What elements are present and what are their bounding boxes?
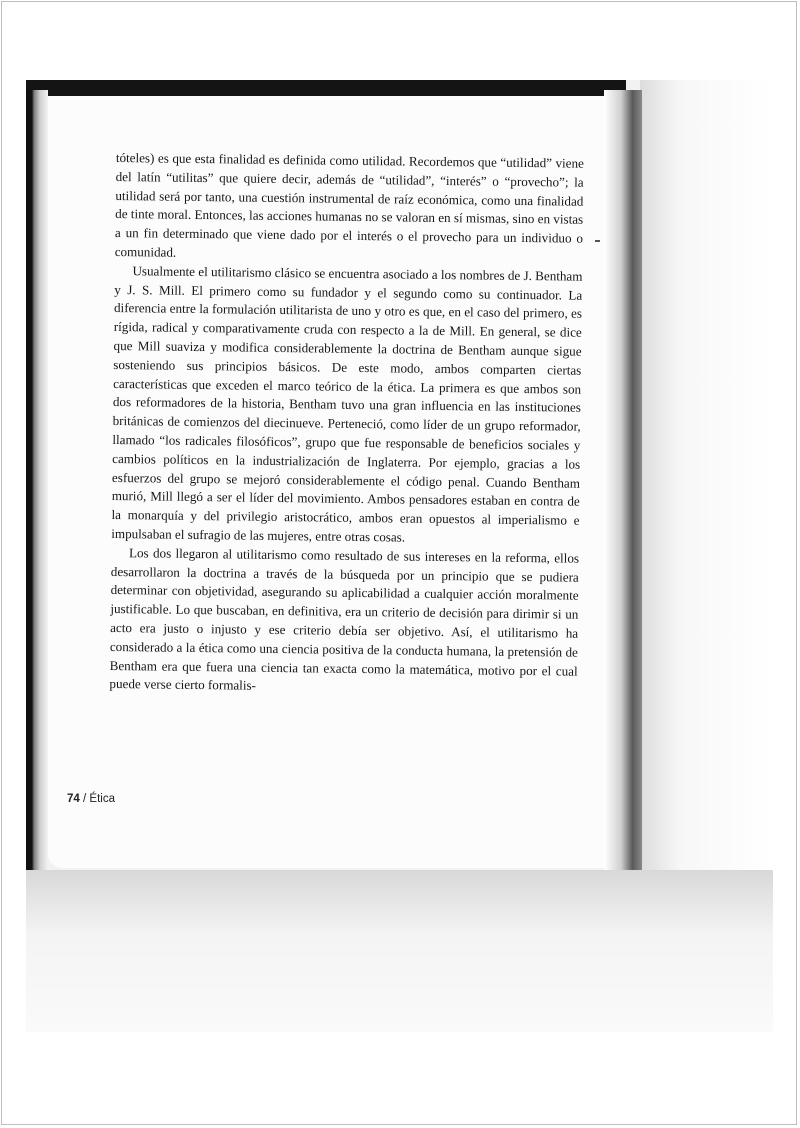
- book-left-edge: [26, 90, 48, 870]
- page-footer: [67, 793, 115, 805]
- paragraph-2: Usualmente el utilitarismo clásico se encuentra asociado a los nombres de J. Bentham y J. S. Mill. El primero como su fundador y el segundo como su continuador. La diferencia entre la formulación utilitarista de uno y otro es que, en el caso del primero, es rígida, radical y comparativamente cruda con respecto a la de Mill. En general, se dice que Mill suaviza y modifica considerablemente la doctrina de Bentham aunque sigue sosteniendo sus principios básicos. De este modo, ambos comparten ciertas características que exceden el marco teórico de la ética. La primera es que ambos son dos reformadores de la historia, Bentham tuvo una gran influencia en las instituciones británicas de comienzos del diecinueve. Perteneció, como líder de un grupo reformador, llamado “los radicales filosóficos”, grupo que fue responsable de beneficios sociales y cambios políticos en la industrialización de Inglaterra. Por ejemplo, gracias a los esfuerzos del grupo se mejoró considerablemente el código penal. Cuando Bentham murió, Mill llegó a ser el líder del movimiento. Ambos pensadores estaban en contra de la monarquía y del privilegio aristocrático, ambos eran opuestos al imperialismo e impulsaban el sufragio de las mujeres, entre otras cosas.: [111, 262, 583, 545]
- footer-section-title: Ética: [89, 793, 115, 805]
- page-number: 74: [67, 793, 80, 805]
- margin-mark: [595, 240, 600, 242]
- paragraph-3: Los dos llegaron al utilitarismo como resultado de sus intereses en la reforma, ellos desarrollaron la doctrina a través de la búsqueda por un principio que se pudiera determinar con objetividad, asegurando su aplicabilidad a cualquier acción moralmente justificable. Lo que buscaban, en definitiva, era un criterio de decisión para dirimir si un acto era justo o injusto y ese criterio debía ser objetivo. Así, el utilitarismo ha considerado a la ética como una ciencia positiva de la conducta humana, la pretensión de Bentham era que fuera una ciencia tan exacta como la matemática, motivo por el cual puede verse cierto formalis-: [109, 544, 580, 694]
- scan-dark-top-edge: [26, 80, 626, 96]
- paragraph-1: tóteles) es que esta finalidad es definida como utilidad. Recordemos que “utilidad” viene del latín “utilitas” que quiere decir, además de “utilidad”, “interés” o “provecho”; la utilidad será por tanto, una cuestión instrumental de raíz económica, como una finalidad de tinte moral. Entonces, las acciones humanas no se valoran en sí mismas, sino en vistas a un fin determinado que viene dado por el interés o el provecho para un individuo o comunidad.: [114, 149, 584, 260]
- scan-background-below: [26, 870, 773, 1032]
- footer-separator: /: [83, 793, 87, 805]
- page-body-text: [109, 149, 584, 700]
- book-spine-shadow: [604, 90, 642, 870]
- facing-page-margin: [640, 80, 773, 870]
